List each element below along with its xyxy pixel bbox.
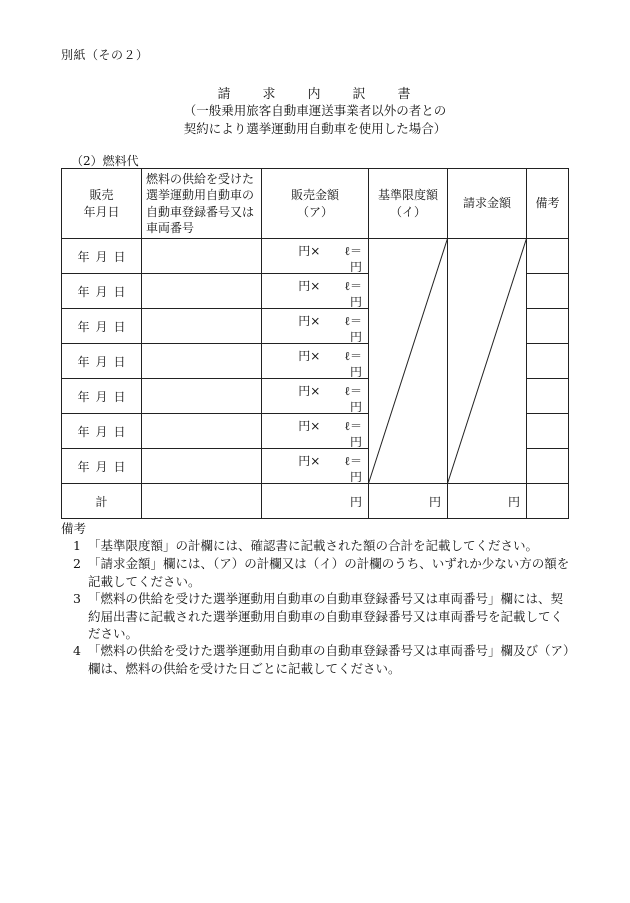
vehicle-number-cell[interactable]: [142, 274, 262, 309]
note-text: 「請求金額」欄には、（ア）の計欄又は（イ）の計欄のうち、いずれか少ない方の額を記載してください。: [88, 556, 570, 589]
fuel-cost-table: [61, 168, 569, 519]
title-char: 求: [262, 87, 278, 102]
header-sales-amount: 販売金額 （ア）: [262, 169, 369, 239]
section-heading: （2）燃料代: [71, 154, 139, 168]
sales-amount-cell[interactable]: [262, 344, 369, 379]
total-remarks-cell[interactable]: [527, 484, 569, 519]
note-number: 3: [73, 591, 81, 606]
year-label: 年: [77, 284, 90, 299]
month-label: 月: [95, 459, 108, 474]
note-item: [73, 555, 573, 590]
year-label: 年: [77, 319, 90, 334]
total-claim-amount[interactable]: 円: [448, 484, 527, 519]
day-label: 日: [113, 319, 126, 334]
note-number: 2: [73, 556, 81, 571]
remarks-cell[interactable]: [527, 414, 569, 449]
header-vehicle-number: 燃料の供給を受けた選挙運動用自動車の自動車登録番号又は車両番号: [142, 169, 262, 239]
total-sales-amount[interactable]: 円: [262, 484, 369, 519]
month-label: 月: [95, 249, 108, 264]
title-char: 請: [217, 87, 233, 102]
note-text: 「燃料の供給を受けた選挙運動用自動車の自動車登録番号又は車両番号」欄及び（ア）欄は、燃料の供給を受けた日ごとに記載してください。: [88, 643, 570, 676]
document-title: [0, 83, 630, 102]
sales-amount-cell[interactable]: [262, 449, 369, 484]
header-limit-amount: 基準限度額 （イ）: [369, 169, 448, 239]
year-label: 年: [77, 354, 90, 369]
yen-unit: 円: [349, 295, 362, 309]
total-row: [62, 484, 569, 519]
vehicle-number-cell[interactable]: [142, 379, 262, 414]
month-label: 月: [95, 389, 108, 404]
date-cell[interactable]: [62, 344, 142, 379]
note-item: [73, 537, 573, 555]
date-cell[interactable]: [62, 414, 142, 449]
day-label: 日: [113, 424, 126, 439]
notes-title: 備考: [61, 521, 87, 536]
unit-price-times-liters: 円× ℓ＝: [298, 384, 362, 398]
date-cell[interactable]: [62, 239, 142, 274]
total-label: 計: [62, 484, 142, 519]
table-row: [62, 239, 569, 274]
note-item: [73, 642, 573, 677]
day-label: 日: [113, 284, 126, 299]
total-vehicle-cell: [142, 484, 262, 519]
limit-amount-struck-cell: [369, 239, 448, 484]
vehicle-number-cell[interactable]: [142, 239, 262, 274]
month-label: 月: [95, 319, 108, 334]
month-label: 月: [95, 424, 108, 439]
unit-price-times-liters: 円× ℓ＝: [298, 314, 362, 328]
subtitle-line-2: 契約により選挙運動用自動車を使用した場合）: [183, 121, 447, 136]
remarks-cell[interactable]: [527, 239, 569, 274]
vehicle-number-cell[interactable]: [142, 449, 262, 484]
note-number: 4: [73, 643, 81, 658]
unit-price-times-liters: 円× ℓ＝: [298, 349, 362, 363]
yen-unit: 円: [349, 470, 362, 484]
vehicle-number-cell[interactable]: [142, 309, 262, 344]
date-cell[interactable]: [62, 379, 142, 414]
subtitle-line-1: （一般乗用旅客自動車運送事業者以外の者との: [183, 103, 447, 118]
remarks-cell[interactable]: [527, 309, 569, 344]
day-label: 日: [113, 354, 126, 369]
yen-unit: 円: [349, 435, 362, 449]
month-label: 月: [95, 284, 108, 299]
vehicle-number-cell[interactable]: [142, 414, 262, 449]
unit-price-times-liters: 円× ℓ＝: [298, 419, 362, 433]
remarks-cell[interactable]: [527, 379, 569, 414]
yen-unit: 円: [349, 400, 362, 414]
year-label: 年: [77, 424, 90, 439]
date-cell[interactable]: [62, 449, 142, 484]
sales-amount-cell[interactable]: [262, 274, 369, 309]
day-label: 日: [113, 459, 126, 474]
day-label: 日: [113, 389, 126, 404]
sales-amount-cell[interactable]: [262, 239, 369, 274]
vehicle-number-cell[interactable]: [142, 344, 262, 379]
year-label: 年: [77, 459, 90, 474]
yen-unit: 円: [349, 365, 362, 379]
note-text: 「燃料の供給を受けた選挙運動用自動車の自動車登録番号又は車両番号」欄には、契約届出書に記載された選挙運動用自動車の自動車登録番号又は車両番号を記載してください。: [88, 591, 564, 641]
sales-amount-cell[interactable]: [262, 414, 369, 449]
total-limit-amount[interactable]: 円: [369, 484, 448, 519]
month-label: 月: [95, 354, 108, 369]
header-sale-date: 販売 年月日: [62, 169, 142, 239]
sales-amount-cell[interactable]: [262, 379, 369, 414]
year-label: 年: [77, 389, 90, 404]
unit-price-times-liters: 円× ℓ＝: [298, 244, 362, 258]
note-text: 「基準限度額」の計欄には、確認書に記載された額の合計を記載してください。: [88, 538, 539, 553]
unit-price-times-liters: 円× ℓ＝: [298, 279, 362, 293]
appendix-label: 別紙（その２）: [61, 48, 149, 62]
sales-amount-cell[interactable]: [262, 309, 369, 344]
header-claim-amount: 請求金額: [448, 169, 527, 239]
note-number: 1: [73, 538, 81, 553]
note-item: [73, 590, 573, 643]
remarks-cell[interactable]: [527, 449, 569, 484]
remarks-cell[interactable]: [527, 344, 569, 379]
title-char: 訳: [352, 87, 368, 102]
claim-amount-struck-cell: [448, 239, 527, 484]
year-label: 年: [77, 249, 90, 264]
yen-unit: 円: [349, 330, 362, 344]
day-label: 日: [113, 249, 126, 264]
title-char: 内: [307, 87, 323, 102]
unit-price-times-liters: 円× ℓ＝: [298, 454, 362, 468]
remarks-cell[interactable]: [527, 274, 569, 309]
title-char: 書: [397, 87, 413, 102]
date-cell[interactable]: [62, 274, 142, 309]
yen-unit: 円: [349, 260, 362, 274]
header-remarks: 備考: [527, 169, 569, 239]
date-cell[interactable]: [62, 309, 142, 344]
